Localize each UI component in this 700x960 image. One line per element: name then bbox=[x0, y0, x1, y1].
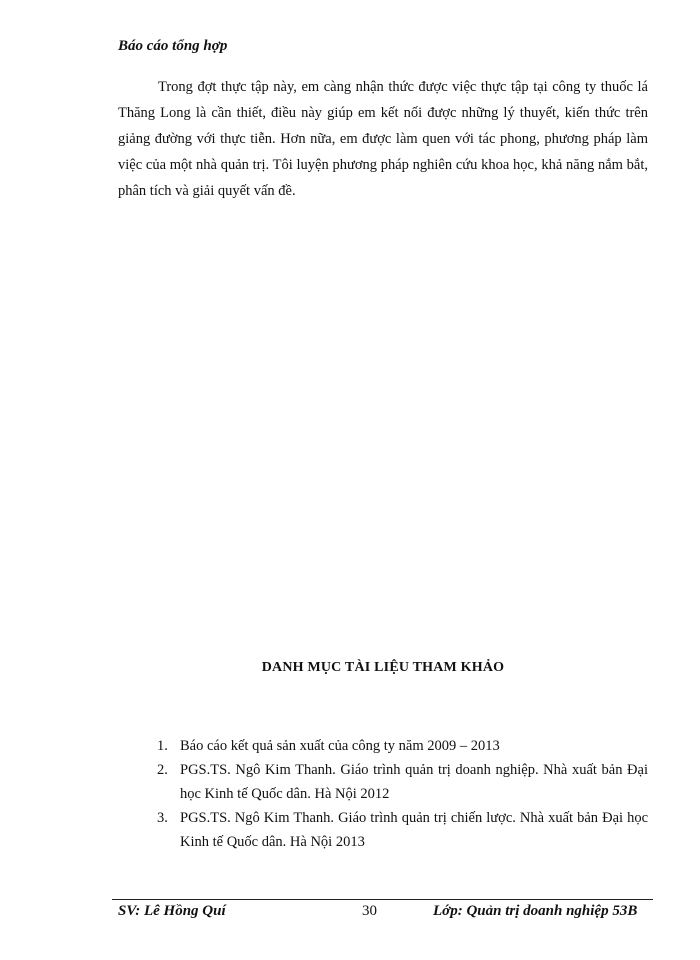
footer-page-number: 30 bbox=[362, 903, 377, 919]
reference-item bbox=[157, 734, 648, 758]
footer-divider bbox=[112, 899, 653, 900]
reference-item bbox=[157, 806, 648, 854]
references-title: DANH MỤC TÀI LIỆU THAM KHẢO bbox=[261, 660, 505, 675]
reference-number: 1. bbox=[157, 738, 168, 754]
reference-item bbox=[157, 758, 648, 806]
reference-number: 3. bbox=[157, 810, 168, 826]
reference-text: PGS.TS. Ngô Kim Thanh. Giáo trình quản trị chiến lược. Nhà xuất bản Đại học Kinh tế Quốc dân. Hà Nội 2013 bbox=[180, 810, 648, 850]
footer-student-name: SV: Lê Hồng Quí bbox=[118, 903, 226, 919]
reference-text: Báo cáo kết quả sản xuất của công ty năm 2009 – 2013 bbox=[180, 738, 500, 754]
references-list bbox=[157, 734, 648, 854]
reference-text: PGS.TS. Ngô Kim Thanh. Giáo trình quản trị doanh nghiệp. Nhà xuất bản Đại học Kinh tế Quốc dân. Hà Nội 2012 bbox=[180, 762, 648, 802]
body-paragraph: Trong đợt thực tập này, em càng nhận thức được việc thực tập tại công ty thuốc lá Thăng Long là cần thiết, điều này giúp em kết nối được những lý thuyết, kiến thức trên giảng đường với thực tiễn. Hơn nữa, em được làm quen với tác phong, phương pháp làm việc của một nhà quản trị. Tôi luyện phương pháp nghiên cứu khoa học, khả năng nắm bắt, phân tích và giải quyết vấn đề. bbox=[118, 79, 648, 199]
page-header-title: Báo cáo tổng hợp bbox=[118, 38, 228, 54]
reference-number: 2. bbox=[157, 762, 168, 778]
footer-class-name: Lớp: Quản trị doanh nghiệp 53B bbox=[433, 903, 638, 919]
